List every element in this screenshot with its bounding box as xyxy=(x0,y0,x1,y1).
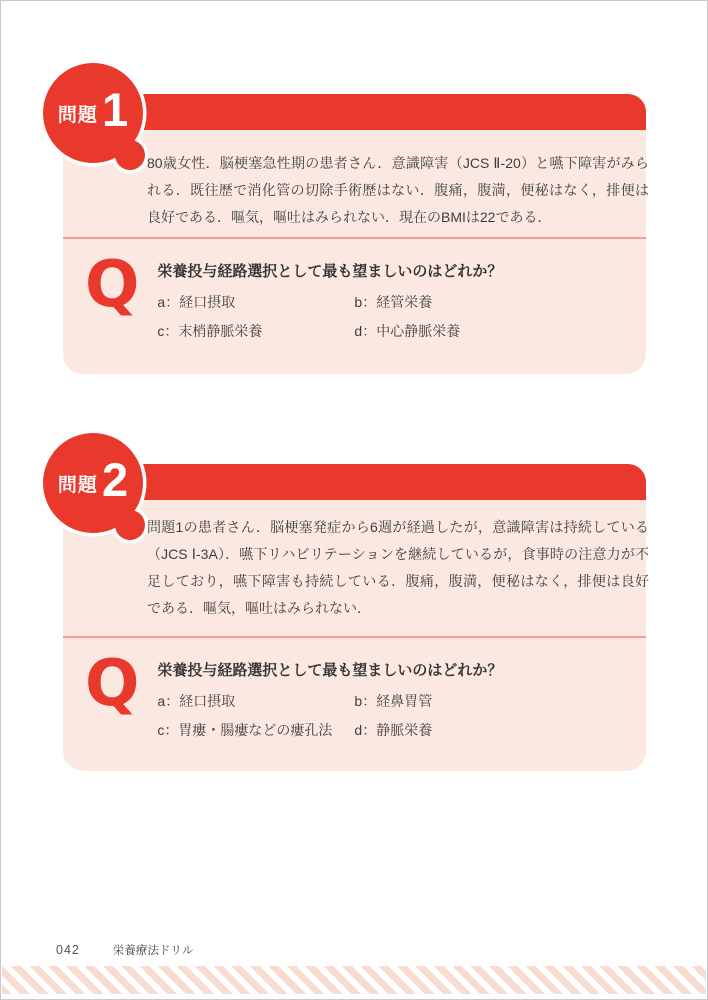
question-2-option-b: b：経鼻胃管 xyxy=(354,693,433,709)
question-1-answer-area xyxy=(63,239,646,374)
question-1-badge-label: 問題 xyxy=(57,104,98,126)
question-2-badge-label: 問題 xyxy=(57,474,98,496)
decorative-stripe-band xyxy=(2,966,706,994)
question-1-prompt: 栄養投与経路選択として最も望ましいのはどれか？ xyxy=(157,263,503,280)
question-2-badge xyxy=(38,428,160,550)
question-1-badge xyxy=(38,58,160,180)
question-2-content xyxy=(157,652,628,771)
question-2-option-d: d：静脈栄養 xyxy=(354,722,433,738)
question-1-option-c: c：末梢静脈栄養 xyxy=(157,323,263,339)
question-2-options xyxy=(157,691,628,740)
question-1-q-mark: Q xyxy=(85,248,140,322)
question-1-content xyxy=(157,253,628,374)
question-2-q-mark: Q xyxy=(85,647,140,721)
question-1-badge-number: 1 xyxy=(101,82,129,136)
question-2-badge-number: 2 xyxy=(101,452,129,506)
page-number: 042 xyxy=(56,943,80,957)
question-block-1 xyxy=(1,58,708,378)
question-2-answer-area xyxy=(63,638,646,771)
question-2-scenario-text: 問題1の患者さん．脳梗塞発症から6週が経過したが，意識障害は持続している（JCS Ⅰ-3A）．嚥下リハビリテーションを継続しているが，食事時の注意力が不足しており，嚥下障害も持続している．腹痛，腹満，便秘はなく，排便は良好である．嘔気，嘔吐はみられない． xyxy=(147,519,649,616)
question-2-badge-text xyxy=(38,428,148,538)
question-2-option-a: a：経口摂取 xyxy=(157,693,236,709)
question-1-option-b: b：経管栄養 xyxy=(354,294,433,310)
question-1-badge-text xyxy=(38,58,148,168)
question-1-option-d: d：中心静脈栄養 xyxy=(354,323,461,339)
book-title: 栄養療法ドリル xyxy=(112,945,194,957)
question-1-scenario-text: 80歳女性．脳梗塞急性期の患者さん．意識障害（JCS Ⅱ-20）と嚥下障害がみられる．既往歴で消化管の切除手術歴はない．腹痛，腹満，便秘はなく，排便は良好である．嘔気，嘔吐はみられない．現在のBMIは22である． xyxy=(147,155,649,225)
page-footer xyxy=(56,942,193,958)
question-1-option-a: a：経口摂取 xyxy=(157,294,236,310)
question-1-options xyxy=(157,292,628,341)
question-2-prompt: 栄養投与経路選択として最も望ましいのはどれか？ xyxy=(157,662,503,679)
question-2-option-c: c：胃瘻・腸瘻などの瘻孔法 xyxy=(157,722,333,738)
question-block-2 xyxy=(1,428,708,773)
